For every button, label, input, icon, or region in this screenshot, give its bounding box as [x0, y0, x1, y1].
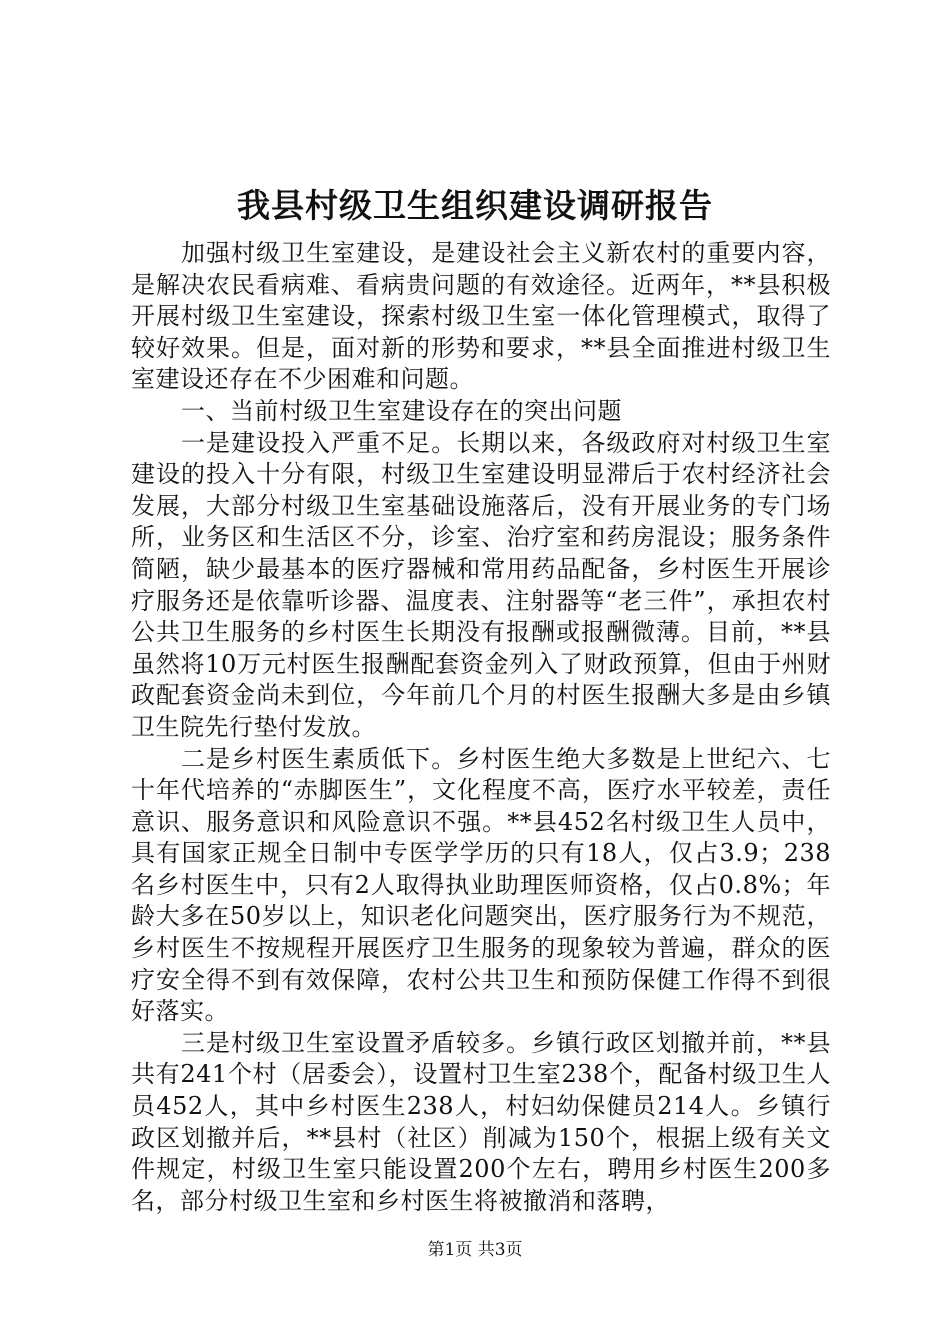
paragraph-doctor-quality: 二是乡村医生素质低下。乡村医生绝大多数是上世纪六、七十年代培养的“赤脚医生”，文化程度不高，医疗水平较差，责任意识、服务意识和风险意识不强。**县452名村级卫生人员中，具有国家正规全日制中专医学学历的只有18人，仅占3.9；238名乡村医生中，只有2人取得执业助理医师资格，仅占0.8%；年龄大多在50岁以上，知识老化问题突出，医疗服务行为不规范，乡村医生不按规程开展医疗卫生服务的现象较为普遍，群众的医疗安全得不到有效保障，农村公共卫生和预防保健工作得不到很好落实。 [131, 744, 831, 1026]
document-body [131, 238, 831, 1217]
section-heading-1: 一、当前村级卫生室建设存在的突出问题 [181, 396, 622, 425]
paragraph-investment: 一是建设投入严重不足。长期以来，各级政府对村级卫生室建设的投入十分有限，村级卫生室建设明显滞后于农村经济社会发展，大部分村级卫生室基础设施落后，没有开展业务的专门场所，业务区和生活区不分，诊室、治疗室和药房混设；服务条件简陋，缺少最基本的医疗器械和常用药品配备，乡村医生开展诊疗服务还是依靠听诊器、温度表、注射器等“老三件”，承担农村公共卫生服务的乡村医生长期没有报酬或报酬微薄。目前，**县虽然将10万元村医生报酬配套资金列入了财政预算，但由于州财政配套资金尚未到位，今年前几个月的村医生报酬大多是由乡镇卫生院先行垫付发放。 [131, 428, 831, 741]
paragraph-intro: 加强村级卫生室建设，是建设社会主义新农村的重要内容，是解决农民看病难、看病贵问题的有效途径。近两年，**县积极开展村级卫生室建设，探索村级卫生室一体化管理模式，取得了较好效果。但是，面对新的形势和要求，**县全面推进村级卫生室建设还存在不少困难和问题。 [131, 239, 831, 394]
document-title: 我县村级卫生组织建设调研报告 [237, 186, 713, 225]
paragraph-clinic-setup: 三是村级卫生室设置矛盾较多。乡镇行政区划撤并前，**县共有241个村（居委会），设置村卫生室238个，配备村级卫生人员452人，其中乡村医生238人，村妇幼保健员214人。乡镇行政区划撤并后，**县村（社区）削减为150个，根据上级有关文件规定，村级卫生室只能设置200个左右，聘用乡村医生200多名，部分村级卫生室和乡村医生将被撤消和落聘， [131, 1028, 831, 1215]
page-footer: 第1页 共3页 [427, 1240, 523, 1260]
